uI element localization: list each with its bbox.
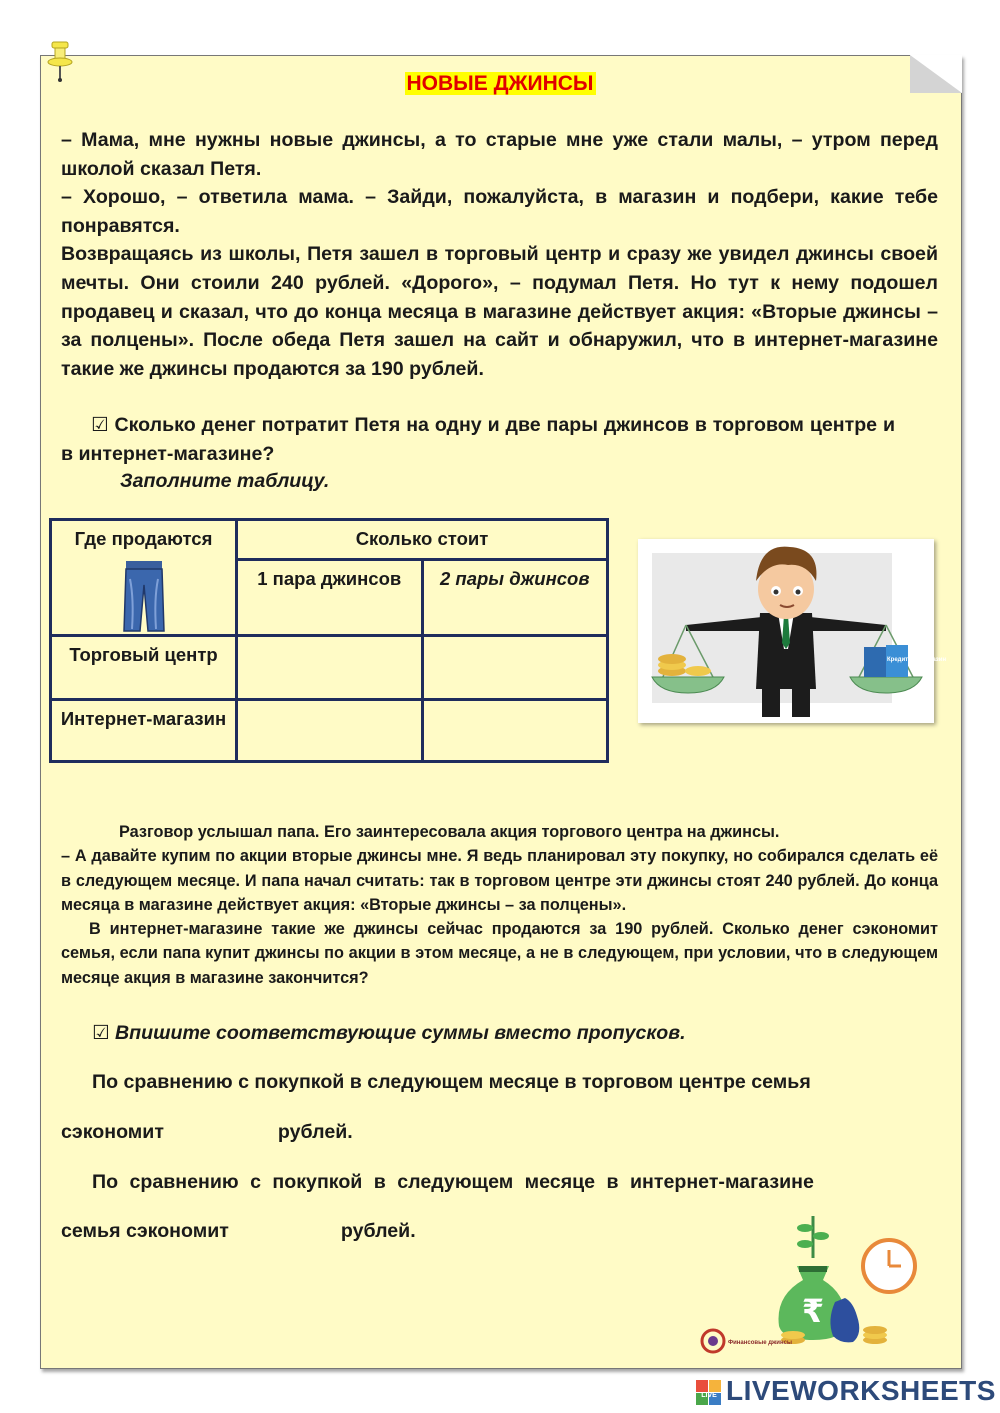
header-cost: Сколько стоит (237, 520, 608, 560)
header-two-pairs: 2 пары джинсов (422, 560, 608, 636)
answer-1-line-2 (61, 1121, 353, 1144)
cell-online-two-pairs[interactable] (422, 700, 608, 762)
question-1-text: Сколько денег потратит Петя на одну и две пары джинсов в торговом центре и в интернет-магазине? (61, 414, 895, 465)
checkbox-icon: ☑ (91, 414, 109, 436)
story-paragraph: – Хорошо, – ответила мама. – Зайди, пожалуйста, в магазин и подбери, какие тебе понравятся. (61, 186, 938, 237)
answer-2-before-blank: семья сэкономит (61, 1220, 229, 1242)
book-label: Кредитный магазин (887, 657, 947, 663)
story-2-text (61, 820, 938, 990)
logo-text: Финансовые джинсы (728, 1340, 793, 1346)
answer-2-line-1: По сравнению с покупкой в следующем месяце в интернет-магазине (92, 1171, 814, 1193)
worksheet-title (0, 72, 1000, 96)
story-2-paragraph: Разговор услышал папа. Его заинтересовала акция торгового центра на джинсы. (119, 823, 780, 841)
story-paragraph: – Мама, мне нужны новые джинсы, а то старые мне уже стали малы, – утром перед школой сказал Петя. (61, 129, 938, 180)
financial-literacy-logo (700, 1323, 793, 1361)
cell-mall-two-pairs[interactable] (422, 636, 608, 700)
checkbox-icon: ☑ (92, 1022, 110, 1044)
currency-symbol: ₹ (801, 1292, 825, 1330)
header-where-label: Где продаются (74, 528, 213, 549)
cell-online-one-pair[interactable] (237, 700, 422, 762)
liveworksheets-text: LIVEWORKSHEETS (726, 1375, 996, 1406)
story-paragraph: Возвращаясь из школы, Петя зашел в торговый центр и сразу же увидел джинсы своей мечты. Они стоили 240 рублей. «Дорого», – подумал Петя. Но тут к нему подошел продавец и сказал, что до конца месяца в магазине действует акция: «Вторые джинсы – за полцены». После обеда Петя зашел на сайт и обнаружил, что в интернет-магазине такие же джинсы продаются за 190 рублей. (61, 243, 938, 380)
jeans-icon (122, 559, 166, 633)
story-text (61, 126, 938, 383)
liveworksheets-badge-icon (696, 1380, 722, 1406)
cell-mall-one-pair[interactable] (237, 636, 422, 700)
table-instruction: Заполните таблицу. (120, 470, 330, 492)
story-2-paragraph: В интернет-магазине такие же джинсы сейчас продаются за 190 рублей. Сколько денег сэкономит семья, если папа купит джинсы по акции в этом месяце, а не в следующем, при условии, что в следующем месяце акция в магазине закончится? (61, 920, 938, 987)
answer-2-line-2 (61, 1220, 416, 1243)
row-mall-label: Торговый центр (51, 636, 237, 700)
question-2 (92, 1021, 686, 1045)
badge-text: LIVE (701, 1392, 717, 1399)
row-online-label: Интернет-магазин (51, 700, 237, 762)
money-growth-illustration (775, 1210, 925, 1350)
answer-2-after-blank: рублей. (340, 1220, 416, 1242)
answer-1-before-blank: сэкономит (61, 1121, 164, 1143)
price-table (49, 518, 609, 763)
scales-businessman-illustration (638, 539, 947, 723)
title-text: НОВЫЕ ДЖИНСЫ (406, 72, 594, 95)
question-2-text: Впишите соответствующие суммы вместо пропусков. (115, 1022, 686, 1044)
question-1 (61, 411, 895, 468)
story-2-paragraph: – А давайте купим по акции вторые джинсы мне. Я ведь планировал эту покупку, но собирался сделать её в следующем месяце. И папа начал считать: так в торговом центре эти джинсы стоят 240 рублей. До конца месяца в магазине действует акция: «Вторые джинсы – за полцены». (61, 847, 938, 914)
header-where-sold (51, 520, 237, 636)
answer-1-after-blank: рублей. (277, 1121, 353, 1143)
answer-1-line-1: По сравнению с покупкой в следующем месяце в торговом центре семья (92, 1071, 811, 1093)
header-one-pair: 1 пара джинсов (237, 560, 422, 636)
